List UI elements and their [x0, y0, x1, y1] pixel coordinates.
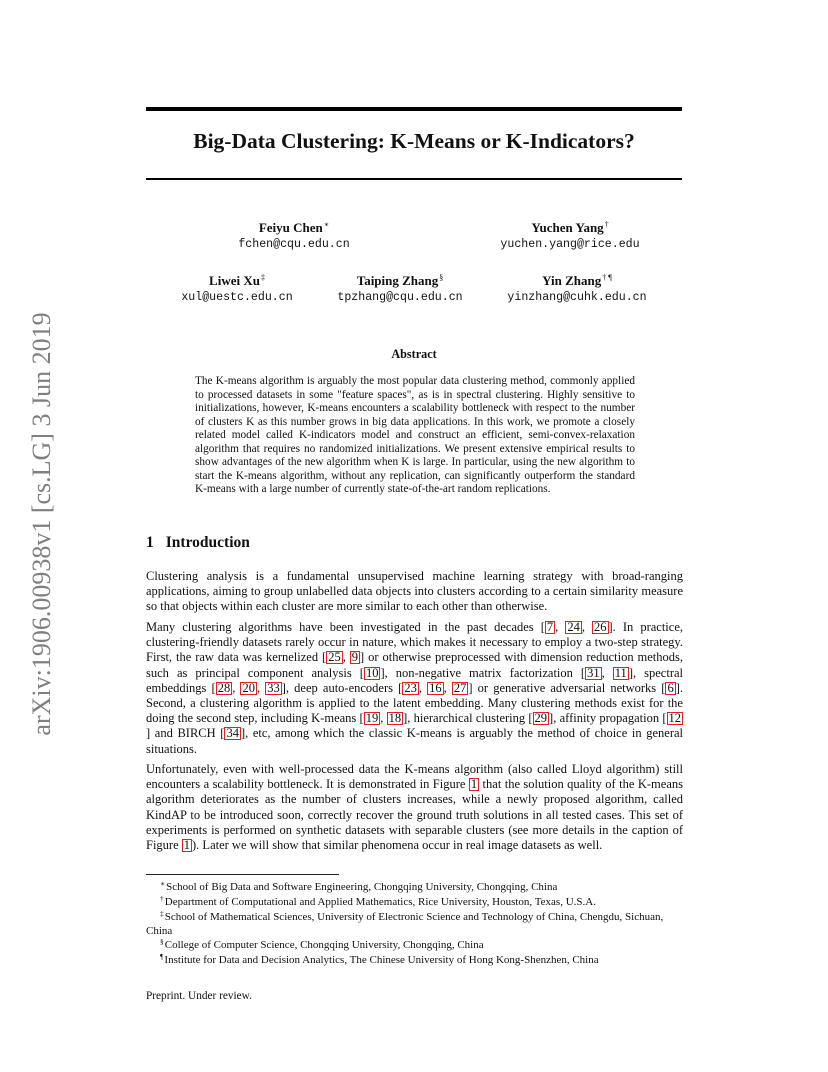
footnote-mark: ‡: [160, 909, 164, 918]
footnote-rule: [146, 874, 339, 875]
footnote-mark: ∗: [160, 879, 166, 888]
citation-link[interactable]: 7: [546, 620, 554, 634]
citation-link[interactable]: 9: [351, 650, 359, 665]
author-name: Taiping Zhang§: [356, 273, 444, 288]
preprint-footer: Preprint. Under review.: [146, 990, 252, 1002]
author-name: Yuchen Yang†: [531, 220, 609, 235]
section-title: Introduction: [165, 534, 250, 551]
footnote: ‡School of Mathematical Sciences, University of Electronic Science and Technology of China, Chengdu, Sichuan, China: [146, 909, 664, 937]
title-rule-bottom: [146, 178, 682, 180]
citation-link[interactable]: 33: [267, 680, 280, 695]
author-email[interactable]: yuchen.yang@rice.edu: [500, 238, 640, 251]
abstract-text: The K-means algorithm is arguably the most popular data clustering method, commonly applied to processed datasets in some "feature spaces", as is in spectral clustering. Highly sensitive to initializations, however, K-means encounters a scalability bottleneck with respect to the number of clusters K as this number grows in big data applications. In this work, we promote a closely related model called K-indicators model and construct an efficient, semi-convex-relaxation algorithm that requires no randomized initializations. We present extensive empirical results to show advantages of the new algorithm when K is large. In particular, using the new algorithm to start the K-means algorithm, without any replication, can significantly outperform the standard K-means with a large number of currently state-of-the-art random replications.: [195, 375, 635, 495]
footnote: ∗School of Big Data and Software Engineering, Chongqing University, Chongqing, China: [160, 879, 558, 893]
author-email[interactable]: yinzhang@cuhk.edu.cn: [507, 291, 647, 304]
citation-link[interactable]: 12: [668, 711, 682, 726]
author-name: Liwei Xu‡: [209, 273, 265, 288]
footnote: ¶Institute for Data and Decision Analytics, The Chinese University of Hong Kong-Shenzhen, China: [160, 952, 599, 966]
footnote-mark: †: [160, 894, 164, 903]
figure-link[interactable]: 1: [183, 838, 191, 853]
figure-link[interactable]: 1: [470, 777, 478, 792]
citation-link[interactable]: 6: [667, 680, 674, 695]
section-heading: [146, 534, 250, 552]
author-block: [194, 216, 394, 253]
paragraph: Unfortunately, even with well-processed data the K-means algorithm (also called Lloyd algorithm) still encounters a scalability bottleneck. It is demonstrated in Figure 1 that the solution quality of the K-means algorithm deteriorates as the number of clusters increases, while a newly proposed algorithm, called KindAP to be introduced soon, correctly recover the ground truth solutions in all tested cases. This set of experiments is performed on synthetic datasets with separable clusters (see more details in the caption of Figure 1 ). Later we will show that similar phenomena occur in real image datasets as well.: [146, 762, 683, 853]
title-rule-top: [146, 107, 682, 111]
author-email[interactable]: tpzhang@cqu.edu.cn: [337, 291, 463, 304]
citation-link[interactable]: 11: [614, 665, 627, 680]
paragraph: Clustering analysis is a fundamental unsupervised machine learning strategy with broad-ranging applications, aiming to group unlabelled data objects into clusters according to a certain similarity measure so that objects within each cluster are more similar to each other than otherwise.: [146, 569, 683, 614]
citation-link[interactable]: 19: [365, 711, 379, 726]
citation-link[interactable]: 29: [534, 711, 548, 726]
citation-link[interactable]: 26: [594, 620, 607, 634]
section-number: 1: [146, 534, 154, 551]
citation-link[interactable]: 34: [226, 726, 239, 741]
author-block: [300, 269, 500, 306]
citation-link[interactable]: 10: [365, 665, 379, 680]
author-name: Yin Zhang† ¶: [542, 273, 612, 288]
citation-link[interactable]: 23: [404, 680, 417, 695]
arxiv-identifier-stamp: arXiv:1906.00938v1 [cs.LG] 3 Jun 2019: [27, 312, 56, 736]
footnote-mark: §: [160, 937, 164, 946]
abstract-heading: Abstract: [391, 347, 437, 361]
citation-link[interactable]: 24: [567, 620, 580, 634]
footnote: §College of Computer Science, Chongqing University, Chongqing, China: [160, 937, 484, 951]
author-email[interactable]: xul@uestc.edu.cn: [181, 291, 293, 304]
citation-link[interactable]: 31: [587, 665, 600, 680]
citation-link[interactable]: 20: [242, 680, 255, 695]
citation-link[interactable]: 28: [217, 680, 231, 695]
citation-link[interactable]: 27: [453, 680, 467, 695]
author-block: [420, 216, 720, 253]
citation-link[interactable]: 25: [328, 650, 341, 665]
citation-link[interactable]: 16: [429, 680, 442, 695]
citation-link[interactable]: 18: [388, 711, 402, 726]
author-name: Feiyu Chen∗: [258, 220, 330, 235]
author-block: [477, 269, 677, 306]
author-email[interactable]: fchen@cqu.edu.cn: [238, 238, 350, 251]
paragraph: Many clustering algorithms have been investigated in the past decades [ 7 , 24 , 26 ]. In practice, clustering-friendly datasets rarely occur in nature, which makes it necessary to employ a two-step strategy. First, the raw data was kernelized [ 25 , 9 ] or otherwise preprocessed with dimension reduction methods, such as principal component analysis [ 10 ], non-negative matrix factorization [ 31 , 11 ], spectral embeddings [ 28 , 20 , 33 ], deep auto-encoders [ 23 , 16 , 27 ] or generative adversarial networks [ 6 ]. Second, a clustering algorithm is applied to the latent embedding. Many clustering methods exist for the doing the second step, including K-means [ 19 , 18 ], hierarchical clustering [ 29 ], affinity propagation [ 12] and BIRCH [ 34 ], etc, among which the classic K-means is arguably the method of choice in general situations.: [146, 620, 684, 756]
paper-title: Big-Data Clustering: K-Means or K-Indicators?: [193, 129, 635, 153]
footnote-mark: ¶: [160, 952, 164, 961]
footnote: †Department of Computational and Applied Mathematics, Rice University, Houston, Texas, U.S.A.: [160, 894, 596, 908]
